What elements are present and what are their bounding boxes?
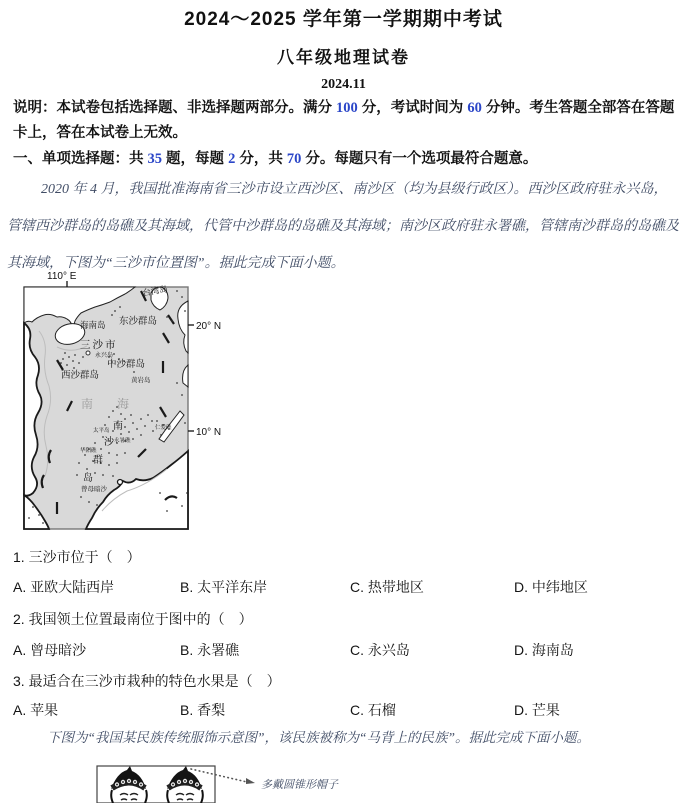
label-taiping: 太平岛: [93, 428, 110, 434]
yongxing-marker: [86, 351, 90, 355]
instructions-text: 说明：本试卷包括选择题、非选择题两部分。满分: [13, 100, 337, 116]
question-2-options: [13, 640, 681, 660]
option-a: A. 亚欧大陆西岸: [13, 579, 115, 595]
label-taiwan: 台湾岛: [141, 283, 169, 298]
page-title: 2024～2025 学年第一学期期中考试: [184, 9, 503, 30]
label-nansha-2: 沙: [104, 437, 114, 448]
label-renai: 仁爱礁: [155, 425, 172, 431]
label-xisha: 西沙群岛: [61, 370, 100, 381]
option-a: A. 曾母暗沙: [13, 642, 87, 658]
lat20-label: 20° N: [196, 321, 222, 332]
question-1: 1. 三沙市位于（ ）: [13, 549, 141, 565]
option-d: D. 芒果: [514, 702, 560, 718]
option-d: D. 中纬地区: [514, 579, 588, 595]
label-nansha-1: 南: [113, 421, 123, 432]
option-b: B. 香梨: [180, 702, 226, 718]
label-hainan: 海南岛: [80, 320, 106, 330]
label-dongsha: 东沙群岛: [119, 316, 158, 327]
question-1-options: [13, 577, 681, 597]
instructions-number: 60: [467, 100, 482, 116]
costume-figure: [95, 763, 345, 803]
option-c: C. 热带地区: [350, 579, 424, 595]
option-d: D. 海南岛: [514, 642, 574, 658]
label-nanhai: 南 海: [81, 397, 136, 411]
label-zhongsha: 中沙群岛: [107, 359, 146, 370]
option-c: C. 石榴: [350, 702, 396, 718]
page-subtitle: 八年级地理试卷: [277, 48, 410, 67]
section-one-heading: 一、单项选择题：共 35 题，每题 2 分，共 70 分。每题只有一个选项最符合题意。: [13, 151, 538, 167]
option-a: A. 苹果: [13, 702, 59, 718]
exam-instructions: 说明：本试卷包括选择题、非选择题两部分。满分 100 分，考试时间为 60 分钟。考生答题全部答在答题卡上，答在本试卷上无效。: [13, 100, 675, 141]
label-huayang: 华阳礁: [80, 448, 97, 454]
option-c: C. 永兴岛: [350, 642, 410, 658]
lon-label: 110° E: [47, 271, 77, 282]
option-b: B. 太平洋东岸: [180, 579, 268, 595]
label-zengmu: 曾母暗沙: [81, 486, 107, 493]
passage-sansha: 2020 年 4 月，我国批准海南省三沙市设立西沙区、南沙区（均为县级行政区）。西沙区政府驻永兴岛，管辖西沙群岛的岛礁及其海域，代管中沙群岛的岛礁及其海域；南沙区政府驻永署礁，管辖南沙群岛的岛礁及其海域，下图为“三沙市位置图”。据此完成下面小题。: [7, 182, 679, 271]
lat10-label: 10° N: [196, 427, 222, 438]
label-nansha-4: 岛: [83, 473, 93, 484]
label-yongshu: 永暑礁: [114, 438, 131, 444]
question-2: 2. 我国领土位置最南位于图中的（ ）: [13, 611, 253, 627]
label-yongxing: 永兴岛: [95, 353, 114, 359]
instructions-number: 100: [336, 100, 358, 116]
figure-annotation: 多戴圆锥形帽子: [261, 779, 338, 791]
label-sansha: 三沙市: [80, 339, 118, 351]
option-b: B. 永署礁: [180, 642, 240, 658]
question-3-options: [13, 700, 681, 720]
passage-costume: 下图为“我国某民族传统服饰示意图”，该民族被称为“马背上的民族”。据此完成下面小题。: [47, 730, 591, 745]
label-nansha-3: 群: [93, 455, 103, 466]
label-huangyan: 黄岩岛: [131, 377, 151, 384]
exam-date: 2024.11: [321, 77, 366, 92]
annotation-arrowhead: [246, 778, 255, 784]
sansha-location-map: [17, 271, 232, 533]
question-3: 3. 最适合在三沙市栽种的特色水果是（ ）: [13, 673, 281, 689]
